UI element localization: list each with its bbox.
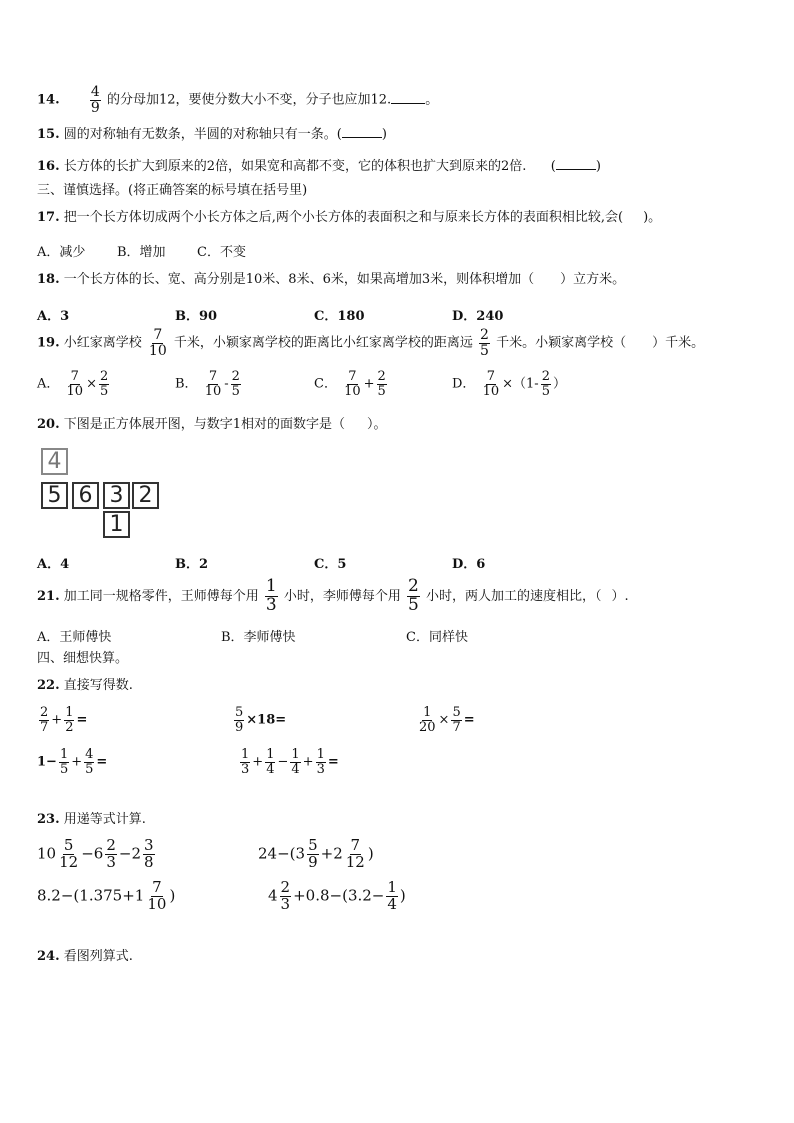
fraction: $\frac{2}{5}$ bbox=[99, 369, 109, 399]
question-number: 17. bbox=[37, 210, 60, 225]
question-19: 19. 小红家离学校 $\frac{7}{10}$ 千米，小颖家离学校的距离比小红家离学校的距离远 $\frac{2}{5}$ 千米。小颖家离学校（ ）千米。 bbox=[37, 327, 705, 359]
question-text: 下图是正方体展开图，与数字1相对的面数字是（ bbox=[63, 417, 346, 432]
expression-22-1: $\frac{2}{7}$ + $\frac{1}{2}$ = bbox=[40, 705, 88, 735]
answer-blank[interactable] bbox=[391, 92, 425, 104]
fraction: $\frac{4}{9}$ bbox=[90, 84, 100, 116]
question-text: 圆的对称轴有无数条，半圆的对称轴只有一条。( bbox=[63, 127, 342, 142]
expression-23-4: 4 $\frac{2}{3}$ +0.8−(3.2− $\frac{1}{4}$ ) bbox=[268, 878, 406, 913]
question-text: 小红家离学校 bbox=[63, 335, 142, 351]
question-22 bbox=[37, 679, 133, 692]
option-b[interactable]: B．增加 bbox=[117, 245, 166, 260]
expression-22-5: $\frac{1}{3}$ + $\frac{1}{4}$ − $\frac{1}{4}$ + $\frac{1}{3}$ = bbox=[241, 747, 339, 777]
fraction: $\frac{7}{10}$ bbox=[66, 369, 84, 399]
option-d[interactable]: D．6 bbox=[452, 557, 486, 572]
net-face: 5 bbox=[41, 482, 68, 509]
option-a[interactable]: A． $\frac{7}{10}$ × $\frac{2}{5}$ bbox=[37, 369, 109, 399]
expression-22-4: 1− $\frac{1}{5}$ + $\frac{4}{5}$ = bbox=[37, 747, 108, 777]
question-number: 23. bbox=[37, 812, 60, 827]
question-20: 20. 下图是正方体展开图，与数字1相对的面数字是（ ）。 bbox=[37, 417, 387, 432]
section-heading-4: 四、细想快算。 bbox=[37, 651, 129, 666]
question-number: 14. bbox=[37, 92, 60, 108]
question-number: 20. bbox=[37, 417, 60, 432]
question-number: 18. bbox=[37, 272, 60, 287]
question-15: 15. 圆的对称轴有无数条，半圆的对称轴只有一条。( ) bbox=[37, 127, 387, 142]
option-a[interactable]: A．王师傅快 bbox=[37, 630, 112, 645]
section-heading-3: 三、谨慎选择。(将正确答案的标号填在括号里) bbox=[37, 183, 308, 198]
fraction: $\frac{7}{10}$ bbox=[204, 369, 222, 399]
option-b[interactable]: B． $\frac{7}{10}$ - $\frac{2}{5}$ bbox=[175, 369, 240, 399]
question-text: 把一个长方体切成两个小长方体之后,两个小长方体的表面积之和与原来长方体的表面积相比较,会( bbox=[63, 210, 624, 225]
answer-blank[interactable] bbox=[342, 126, 382, 138]
question-18: 18. 一个长方体的长、宽、高分别是10米、8米、6米，如果高增加3米，则体积增加（ ）立方米。 bbox=[37, 272, 626, 287]
question-number: 21. bbox=[37, 588, 60, 604]
fraction: $\frac{2}{5}$ bbox=[408, 576, 419, 615]
net-face: 6 bbox=[72, 482, 99, 509]
question-number: 19. bbox=[37, 335, 60, 351]
question-24 bbox=[37, 950, 133, 963]
expression-23-2: 24−(3 $\frac{5}{9}$ +2 $\frac{7}{12}$ ) bbox=[258, 836, 374, 871]
fraction: $\frac{2}{5}$ bbox=[377, 369, 386, 399]
answer-blank[interactable] bbox=[556, 158, 596, 170]
question-number: 16. bbox=[37, 159, 60, 174]
question-14: 14. $\frac{4}{9}$ 的分母加12，要使分数大小不变，分子也应加12. 。 bbox=[37, 84, 439, 116]
option-c[interactable]: C．不变 bbox=[197, 245, 246, 260]
net-face: 3 bbox=[103, 482, 130, 509]
option-d[interactable]: D．240 bbox=[452, 309, 504, 324]
question-23 bbox=[37, 813, 146, 826]
question-text: 一个长方体的长、宽、高分别是10米、8米、6米，如果高增加3米，则体积增加（ bbox=[63, 272, 535, 287]
fraction: $\frac{7}{10}$ bbox=[482, 369, 500, 399]
question-text: 直接写得数. bbox=[63, 678, 133, 693]
expression-23-3: 8.2−(1.375+1 $\frac{7}{10}$ ) bbox=[37, 878, 176, 913]
expression-22-2: $\frac{5}{9}$ ×18= bbox=[235, 705, 287, 735]
net-face: 1 bbox=[103, 511, 130, 538]
option-c[interactable]: C．180 bbox=[314, 309, 365, 324]
fraction: $\frac{1}{3}$ bbox=[265, 576, 277, 615]
option-c[interactable]: C．同样快 bbox=[406, 630, 468, 645]
fraction: $\frac{2}{5}$ bbox=[480, 327, 489, 359]
question-number: 24. bbox=[37, 949, 60, 964]
option-b[interactable]: B．2 bbox=[175, 557, 209, 572]
fraction: $\frac{2}{5}$ bbox=[541, 369, 550, 399]
question-text: 看图列算式. bbox=[63, 949, 133, 964]
cube-net-figure bbox=[37, 444, 162, 540]
fraction: $\frac{2}{5}$ bbox=[231, 369, 240, 399]
question-text: 的分母加12，要使分数大小不变，分子也应加12. bbox=[106, 92, 392, 108]
question-16: 16. 长方体的长扩大到原来的2倍，如果宽和高都不变，它的体积也扩大到原来的2倍. ( ) bbox=[37, 159, 601, 174]
option-c[interactable]: C． $\frac{7}{10}$ + $\frac{2}{5}$ bbox=[314, 369, 386, 399]
expression-23-1: 10 $\frac{5}{12}$ −6 $\frac{2}{3}$ −2 $\frac{3}{8}$ bbox=[37, 836, 154, 871]
option-d[interactable]: D． $\frac{7}{10}$ ×（1- $\frac{2}{5}$ ） bbox=[452, 369, 566, 399]
option-a[interactable]: A．4 bbox=[37, 557, 70, 572]
question-text: 用递等式计算. bbox=[63, 812, 146, 827]
option-b[interactable]: B．李师傅快 bbox=[221, 630, 296, 645]
option-a[interactable]: A．3 bbox=[37, 309, 70, 324]
net-face: 4 bbox=[41, 448, 68, 475]
option-c[interactable]: C．5 bbox=[314, 557, 347, 572]
fraction: $\frac{7}{10}$ bbox=[344, 369, 361, 399]
question-17: 17. 把一个长方体切成两个小长方体之后,两个小长方体的表面积之和与原来长方体的表面积相比较,会( )。 bbox=[37, 210, 662, 225]
expression-22-3: $\frac{1}{20}$ × $\frac{5}{7}$ = bbox=[419, 705, 475, 735]
question-21: 21. 加工同一规格零件，王师傅每个用 $\frac{1}{3}$ 小时，李师傅每个用 $\frac{2}{5}$ 小时，两人加工的速度相比，（ ）. bbox=[37, 576, 629, 615]
option-b[interactable]: B．90 bbox=[175, 309, 218, 324]
question-number: 15. bbox=[37, 127, 60, 142]
question-number: 22. bbox=[37, 678, 60, 693]
net-face: 2 bbox=[132, 482, 159, 509]
question-text: 加工同一规格零件，王师傅每个用 bbox=[63, 588, 259, 604]
question-text: 长方体的长扩大到原来的2倍，如果宽和高都不变，它的体积也扩大到原来的2倍. bbox=[63, 159, 527, 174]
fraction: $\frac{7}{10}$ bbox=[148, 327, 167, 359]
option-a[interactable]: A．减少 bbox=[37, 245, 86, 260]
